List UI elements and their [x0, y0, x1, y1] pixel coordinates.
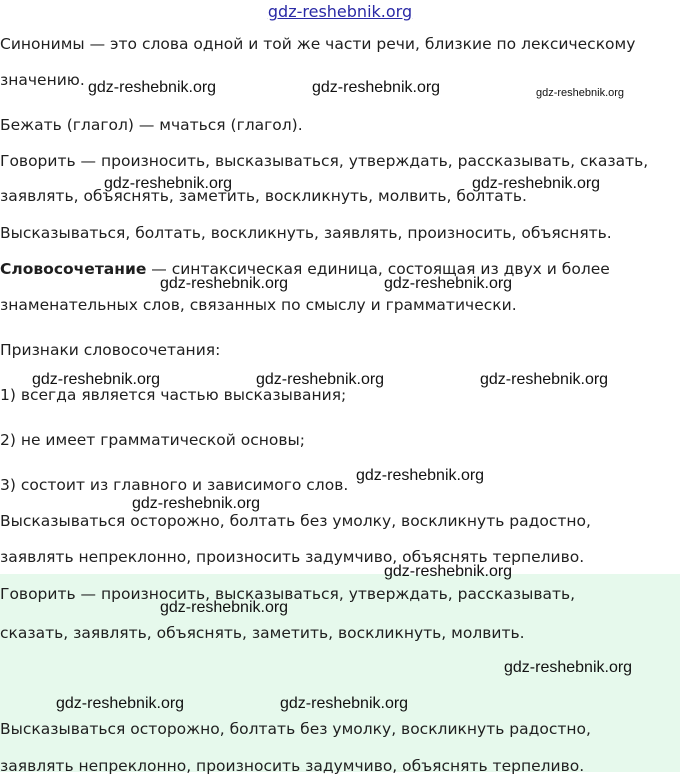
answer-line: сказать, заявлять, объяснять, заметить, воскликнуть, молвить.: [0, 624, 525, 642]
text-line: Говорить — произносить, высказываться, утверждать, рассказывать, сказать,: [0, 152, 649, 170]
watermark: gdz-reshebnik.org: [160, 599, 289, 616]
text-line: Синонимы — это слова одной и той же части речи, близкие по лексическому: [0, 35, 636, 53]
watermark: gdz-reshebnik.org: [32, 371, 161, 388]
term-word: Словосочетание: [0, 260, 147, 278]
text-line: Высказываться, болтать, воскликнуть, заявлять, произносить, объяснять.: [0, 224, 612, 242]
watermark: gdz-reshebnik.org: [280, 695, 409, 712]
list-item: 1) всегда является частью высказывания;: [0, 386, 347, 404]
watermark: gdz-reshebnik.org: [472, 175, 601, 192]
watermark: gdz-reshebnik.org: [384, 563, 513, 580]
watermark: gdz-reshebnik.org: [160, 275, 289, 292]
watermark: gdz-reshebnik.org: [312, 79, 441, 96]
definition-text: — синтаксическая единица, состоящая из двух и более: [146, 260, 610, 278]
text-line: знаменательных слов, связанных по смыслу и грамматически.: [0, 296, 517, 314]
text-line: заявлять непреклонно, произносить задумчиво, объяснять терпеливо.: [0, 548, 585, 566]
watermark: gdz-reshebnik.org: [56, 695, 185, 712]
list-item: 3) состоит из главного и зависимого слов.: [0, 476, 349, 494]
list-item: 2) не имеет грамматической основы;: [0, 431, 305, 449]
answer-line: Говорить — произносить, высказываться, утверждать, рассказывать,: [0, 585, 576, 603]
answer-line: Высказываться осторожно, болтать без умолку, воскликнуть радостно,: [0, 720, 591, 738]
watermark: gdz-reshebnik.org: [88, 79, 217, 96]
watermark: gdz-reshebnik.org: [504, 659, 633, 676]
watermark: gdz-reshebnik.org: [536, 87, 625, 99]
watermark: gdz-reshebnik.org: [132, 495, 261, 512]
definition-line: [0, 259, 610, 279]
text-line: Высказываться осторожно, болтать без умолку, воскликнуть радостно,: [0, 512, 591, 530]
watermark: gdz-reshebnik.org: [356, 467, 485, 484]
text-line: Признаки словосочетания:: [0, 341, 221, 359]
watermark: gdz-reshebnik.org: [256, 371, 385, 388]
watermark: gdz-reshebnik.org: [104, 175, 233, 192]
text-line: заявлять, объяснять, заметить, воскликнуть, молвить, болтать.: [0, 187, 527, 205]
watermark: gdz-reshebnik.org: [384, 275, 513, 292]
text-line: значению.: [0, 71, 85, 89]
watermark: gdz-reshebnik.org: [480, 371, 609, 388]
site-header-link[interactable]: gdz-reshebnik.org: [267, 2, 413, 21]
text-line: Бежать (глагол) — мчаться (глагол).: [0, 116, 303, 134]
answer-line: заявлять непреклонно, произносить задумчиво, объяснять терпеливо.: [0, 757, 585, 775]
